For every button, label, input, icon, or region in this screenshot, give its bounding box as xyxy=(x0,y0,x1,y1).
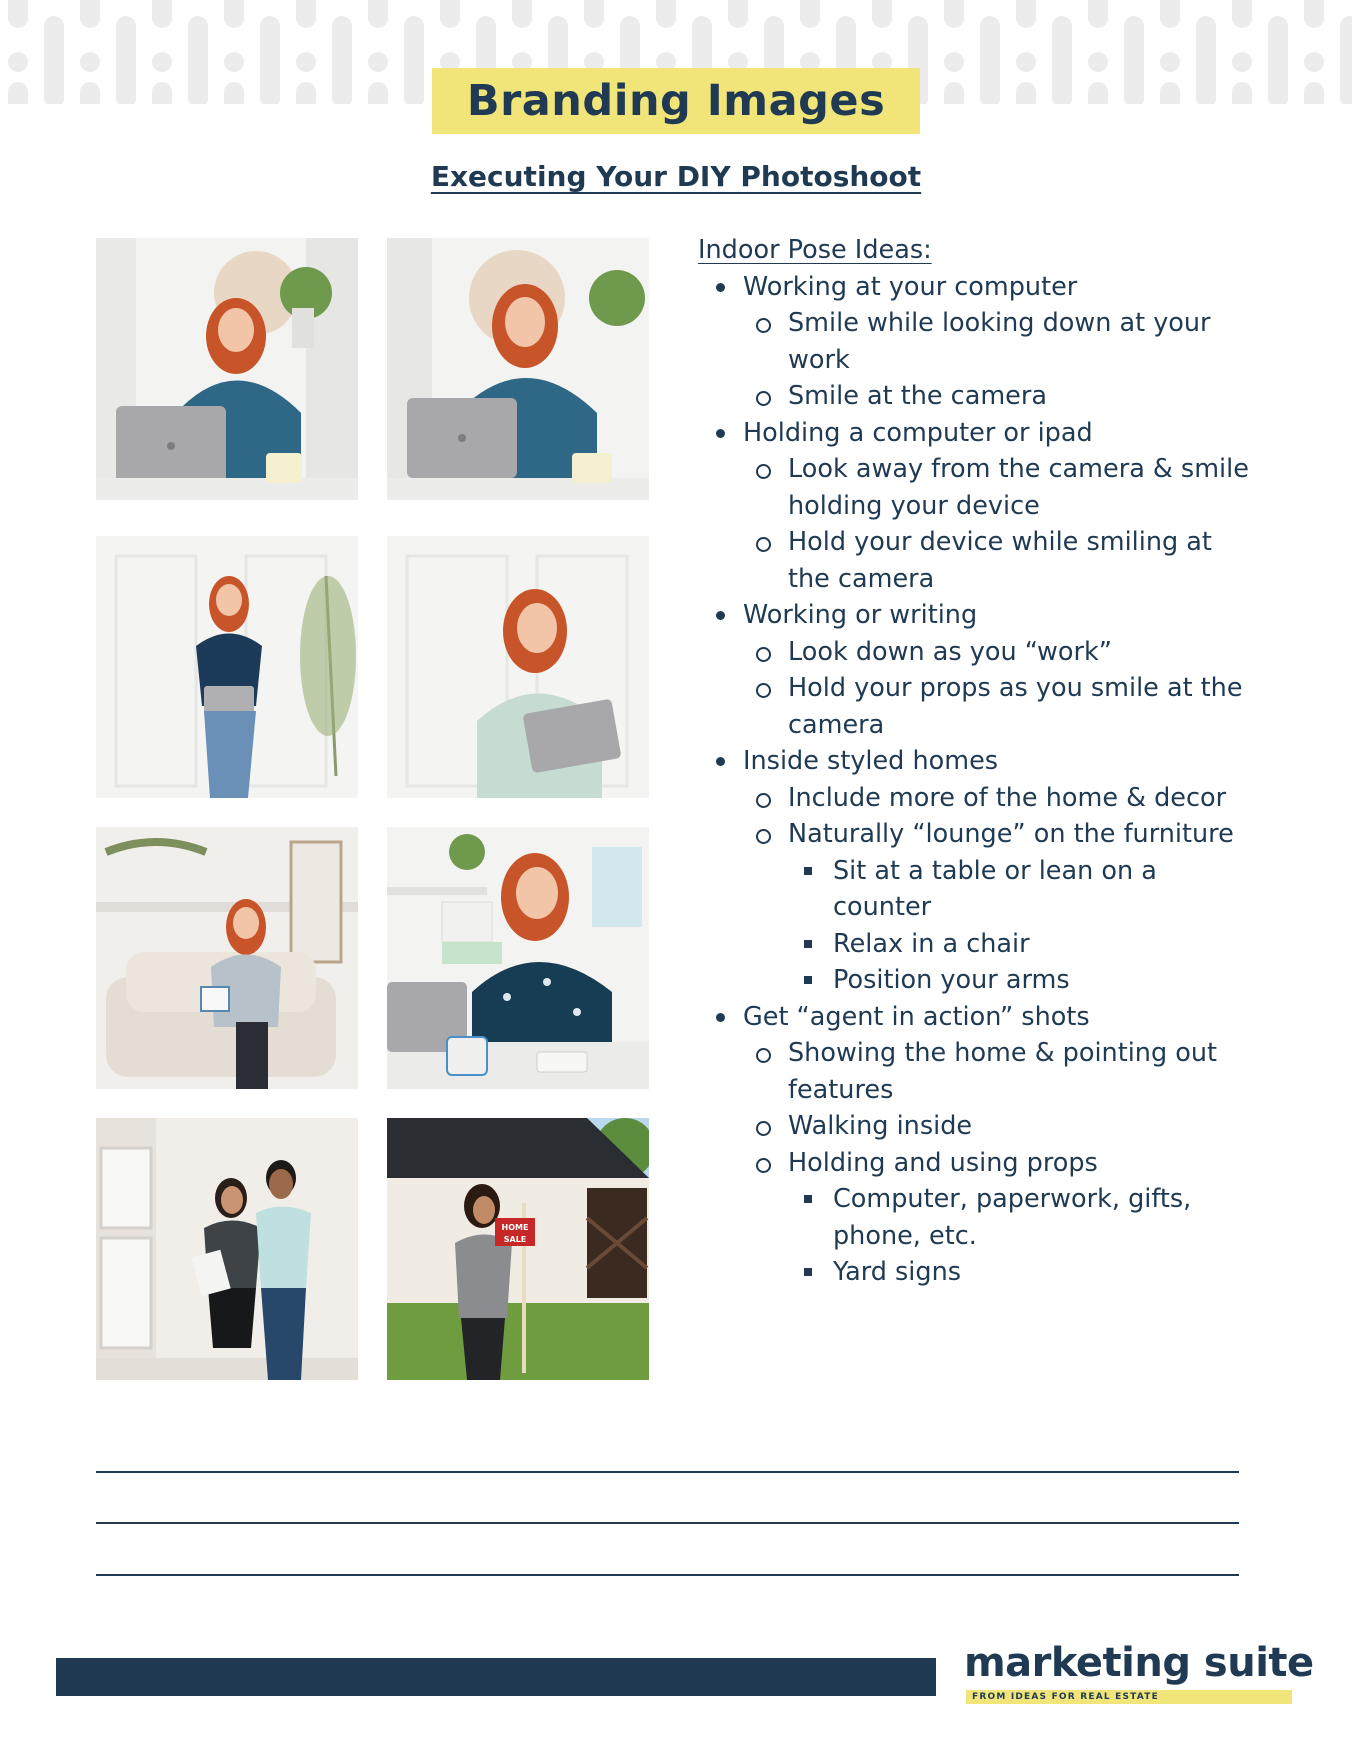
list-item: Smile at the camera xyxy=(743,378,1258,415)
woman-at-laptop-smiling-photo-icon xyxy=(387,238,649,500)
list-item: Position your arms xyxy=(788,962,1258,999)
list-item: Relax in a chair xyxy=(788,926,1258,963)
woman-holding-laptop-standing-photo-icon xyxy=(96,536,358,798)
sub-list xyxy=(743,305,1258,415)
list-item: Look away from the camera & smile holding your device xyxy=(743,451,1258,524)
list-item-label: Holding a computer or ipad xyxy=(743,417,1093,448)
page-subtitle: Executing Your DIY Photoshoot xyxy=(430,160,922,193)
list-item-label: Get “agent in action” shots xyxy=(743,1001,1090,1032)
logo-tagline: FROM IDEAS FOR REAL ESTATE xyxy=(966,1690,1292,1704)
agent-with-yard-sign-photo-icon xyxy=(387,1118,649,1380)
list-item: Smile while looking down at your work xyxy=(743,305,1258,378)
photo-agent-showing-home xyxy=(96,1118,358,1380)
list-item: Computer, paperwork, gifts, phone, etc. xyxy=(788,1181,1258,1254)
list-item xyxy=(698,743,1258,999)
list-item xyxy=(698,269,1258,415)
list-item xyxy=(698,415,1258,598)
svg-text:SALE: SALE xyxy=(503,1235,527,1244)
list-item: Include more of the home & decor xyxy=(743,780,1258,817)
list-item-label: Holding and using props xyxy=(788,1147,1098,1178)
list-item-label: Working or writing xyxy=(743,600,978,630)
photo-woman-holding-laptop-standing xyxy=(96,536,358,798)
list-item xyxy=(743,816,1258,999)
note-line xyxy=(96,1574,1239,1576)
woman-holding-laptop-photo-icon xyxy=(387,536,649,798)
list-item: Hold your device while smiling at the camera xyxy=(743,524,1258,597)
list-item xyxy=(698,999,1258,1291)
photo-woman-at-laptop xyxy=(96,238,358,500)
list-item: Sit at a table or lean on a counter xyxy=(788,853,1258,926)
title-banner xyxy=(432,68,920,134)
list-item: Walking inside xyxy=(743,1108,1258,1145)
woman-on-sofa-photo-icon xyxy=(96,827,358,1089)
sub-list xyxy=(743,780,1258,999)
list-item: Yard signs xyxy=(788,1254,1258,1291)
pose-ideas-list xyxy=(698,269,1258,1291)
brand-logo xyxy=(964,1640,1314,1708)
photo-woman-holding-laptop xyxy=(387,536,649,798)
list-item-label: Naturally “lounge” on the furniture xyxy=(788,819,1234,849)
agent-showing-home-photo-icon xyxy=(96,1118,358,1380)
woman-at-laptop-photo-icon xyxy=(96,238,358,500)
list-item: Showing the home & pointing out features xyxy=(743,1035,1258,1108)
pose-ideas-heading: Indoor Pose Ideas: xyxy=(698,235,932,265)
note-line xyxy=(96,1471,1239,1473)
svg-text:HOME: HOME xyxy=(501,1223,529,1232)
note-line xyxy=(96,1522,1239,1524)
photo-woman-at-desk-with-pen xyxy=(387,827,649,1089)
sub-list xyxy=(743,451,1258,597)
list-item: Look down as you “work” xyxy=(743,634,1258,671)
list-item-label: Inside styled homes xyxy=(743,746,999,776)
pose-ideas-section xyxy=(698,232,1258,1291)
list-item xyxy=(743,1145,1258,1291)
footer-bar xyxy=(56,1658,936,1696)
page-title: Branding Images xyxy=(466,76,886,126)
sub-list xyxy=(743,1035,1258,1291)
photo-agent-with-yard-sign xyxy=(387,1118,649,1380)
list-item: Hold your props as you smile at the camera xyxy=(743,670,1258,743)
sub-sub-list xyxy=(788,853,1258,999)
photo-woman-at-laptop-smiling xyxy=(387,238,649,500)
sub-sub-list xyxy=(788,1181,1258,1291)
woman-at-desk-with-pen-photo-icon xyxy=(387,827,649,1089)
sub-list xyxy=(743,634,1258,744)
logo-wordmark: marketing suite xyxy=(964,1640,1314,1686)
photo-woman-on-sofa xyxy=(96,827,358,1089)
list-item xyxy=(698,597,1258,743)
list-item-label: Working at your computer xyxy=(743,271,1078,302)
